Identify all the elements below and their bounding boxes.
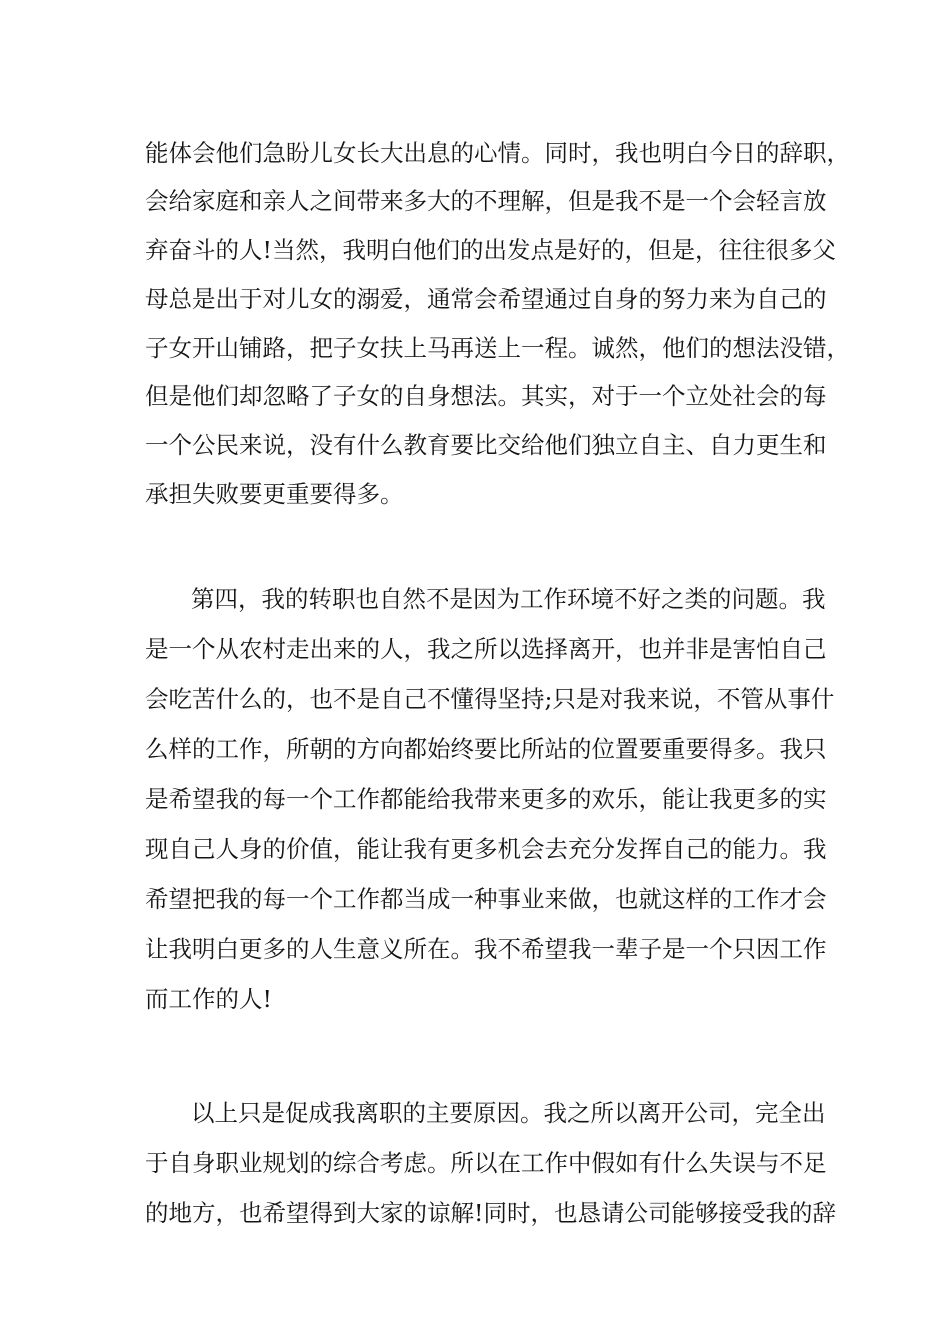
text-line: 而工作的人!	[145, 985, 272, 1013]
text-line: 现自己人身的价值，能让我有更多机会去充分发挥自己的能力。我	[145, 835, 827, 863]
text-line: 会给家庭和亲人之间带来多大的不理解，但是我不是一个会轻言放	[145, 187, 827, 215]
text-line: 是希望我的每一个工作都能给我带来更多的欢乐，能让我更多的实	[145, 785, 827, 813]
text-line: 一个公民来说，没有什么教育要比交给他们独立自主、自力更生和	[145, 431, 827, 459]
text-line: 希望把我的每一个工作都当成一种事业来做，也就这样的工作才会	[145, 885, 827, 913]
text-line: 弃奋斗的人!当然，我明白他们的出发点是好的，但是，往往很多父	[145, 236, 836, 264]
text-line: 能体会他们急盼儿女长大出息的心情。同时，我也明白今日的辞职，	[145, 139, 850, 167]
text-line: 是一个从农村走出来的人，我之所以选择离开，也并非是害怕自己	[145, 635, 827, 663]
text-line: 第四，我的转职也自然不是因为工作环境不好之类的问题。我	[191, 585, 826, 613]
text-line: 于自身职业规划的综合考虑。所以在工作中假如有什么失误与不足	[145, 1149, 827, 1177]
text-line: 的地方，也希望得到大家的谅解!同时，也恳请公司能够接受我的辞	[145, 1199, 836, 1227]
text-line: 承担失败要更重要得多。	[145, 480, 404, 508]
text-line: 子女开山铺路，把子女扶上马再送上一程。诚然，他们的想法没错，	[145, 334, 850, 362]
text-line: 让我明白更多的人生意义所在。我不希望我一辈子是一个只因工作	[145, 935, 827, 963]
text-line: 会吃苦什么的，也不是自己不懂得坚持;只是对我来说，不管从事什	[145, 685, 835, 713]
text-line: 以上只是促成我离职的主要原因。我之所以离开公司，完全出	[191, 1099, 826, 1127]
text-line: 但是他们却忽略了子女的自身想法。其实，对于一个立处社会的每	[145, 382, 827, 410]
text-line: 母总是出于对儿女的溺爱，通常会希望通过自身的努力来为自己的	[145, 285, 827, 313]
text-line: 么样的工作，所朝的方向都始终要比所站的位置要重要得多。我只	[145, 735, 827, 763]
